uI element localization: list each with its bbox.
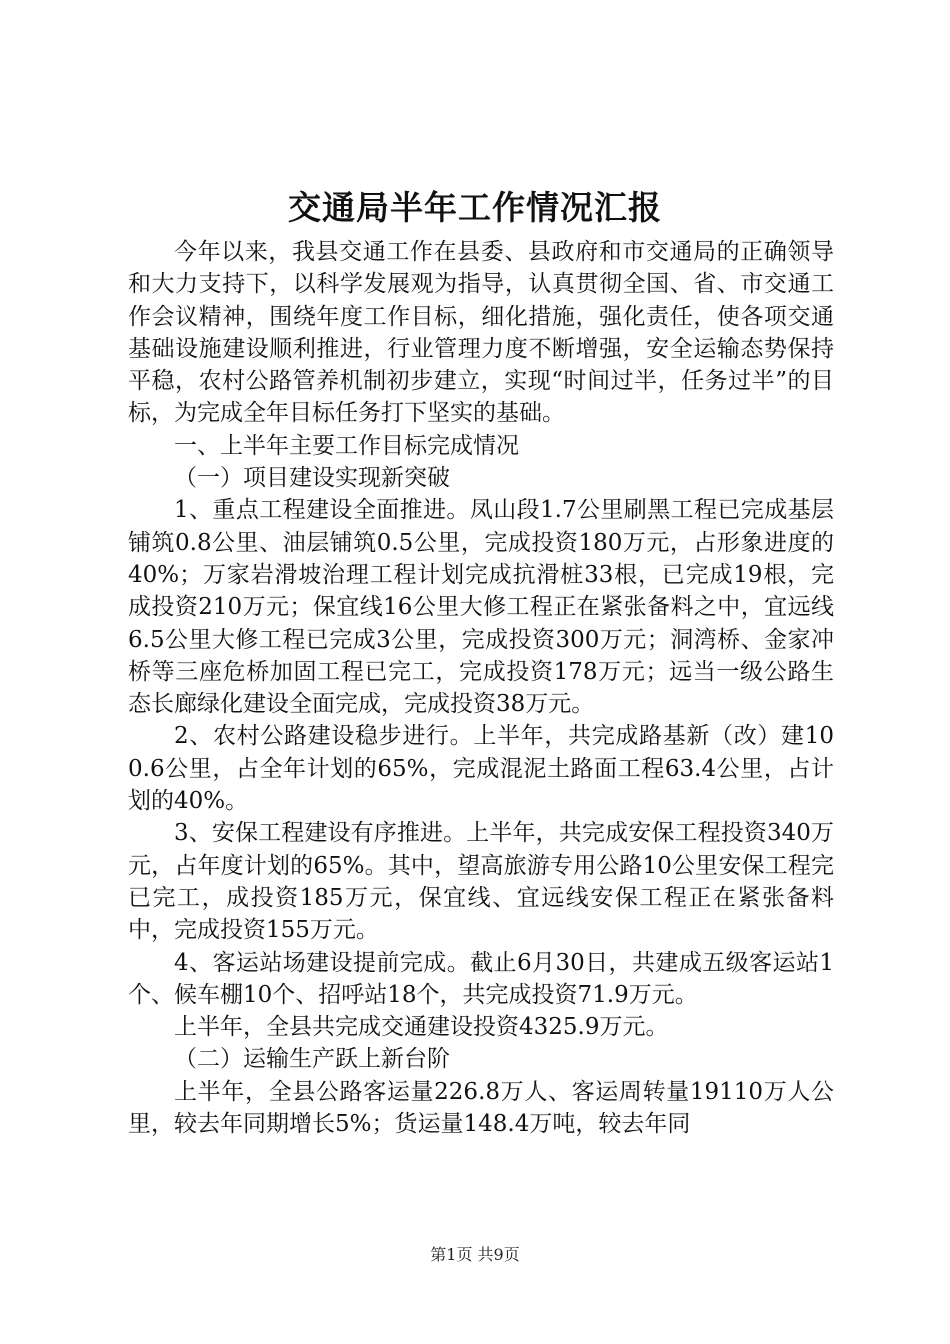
- paragraph-rural-roads: 2、农村公路建设稳步进行。上半年，共完成路基新（改）建100.6公里，占全年计划的65%，完成混泥土路面工程63.4公里，占计划的40%。: [128, 723, 834, 815]
- paragraph-passenger-stations: 4、客运站场建设提前完成。截止6月30日，共建成五级客运站1个、候车棚10个、招呼站18个，共完成投资71.9万元。: [128, 949, 834, 1008]
- paragraph-key-projects: 1、重点工程建设全面推进。凤山段1.7公里刷黑工程已完成基层铺筑0.8公里、油层铺筑0.5公里，完成投资180万元，占形象进度的40%；万家岩滑坡治理工程计划完成抗滑桩33根，已完成19根，完成投资210万元；保宜线16公里大修工程正在紧张备料之中，宜远线6.5公里大修工程已完成3公里，完成投资300万元；洞湾桥、金家冲桥等三座危桥加固工程已完工，完成投资178万元；远当一级公路生态长廊绿化建设全面完成，完成投资38万元。: [128, 497, 834, 718]
- intro-paragraph: 今年以来，我县交通工作在县委、县政府和市交通局的正确领导和大力支持下，以科学发展观为指导，认真贯彻全国、省、市交通工作会议精神，围绕年度工作目标，细化措施，强化责任，使各项交通基础设施建设顺利推进，行业管理力度不断增强，安全运输态势保持平稳，农村公路管养机制初步建立，实现“时间过半，任务过半”的目标，为完成全年目标任务打下坚实的基础。: [128, 239, 834, 427]
- paragraph-total-investment: 上半年，全县共完成交通建设投资4325.9万元。: [174, 1014, 669, 1041]
- document-body: [128, 236, 834, 1140]
- paragraph-safety-projects: 3、安保工程建设有序推进。上半年，共完成安保工程投资340万元，占年度计划的65%。其中，望高旅游专用公路10公里安保工程完已完工，成投资185万元，保宜线、宜远线安保工程正在紧张备料中，完成投资155万元。: [128, 820, 834, 944]
- document-title: 交通局半年工作情况汇报: [288, 188, 662, 227]
- subsection-heading-1: （一）项目建设实现新突破: [174, 465, 450, 492]
- paragraph-transport-production: 上半年，全县公路客运量226.8万人、客运周转量19110万人公里，较去年同期增长5%；货运量148.4万吨，较去年同: [128, 1078, 834, 1138]
- section-heading-1: 一、上半年主要工作目标完成情况: [174, 432, 519, 459]
- subsection-heading-2: （二）运输生产跃上新台阶: [174, 1046, 450, 1073]
- page-footer: 第1页 共9页: [430, 1245, 520, 1264]
